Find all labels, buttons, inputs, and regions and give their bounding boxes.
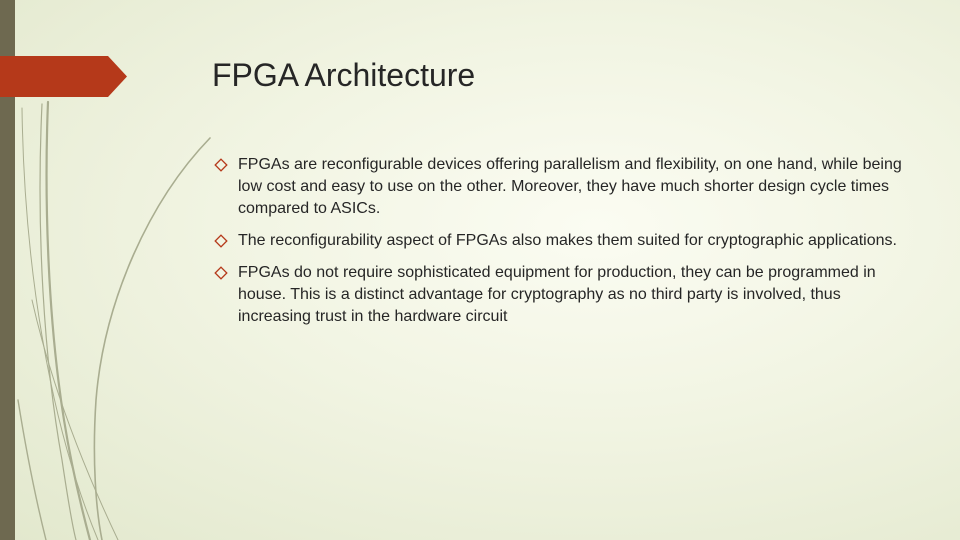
bullet-text: FPGAs do not require sophisticated equipment for production, they can be programmed in house. This is a distinct advantage for cryptography as no third party is involved, thus increasing trust in the hardware circuit [238, 264, 876, 325]
bullet-item [214, 230, 904, 252]
bullet-item [214, 262, 904, 328]
diamond-outline-icon [214, 158, 228, 172]
diamond-outline-icon [214, 234, 228, 248]
diamond-outline-icon [214, 266, 228, 280]
bullet-text: FPGAs are reconfigurable devices offering parallelism and flexibility, on one hand, while being low cost and easy to use on the other. Moreover, they have much shorter design cycle times compared to ASICs. [238, 156, 902, 217]
bullet-list [214, 154, 904, 338]
title-accent-marker [0, 56, 127, 97]
slide-title: FPGA Architecture [212, 57, 476, 93]
bullet-item [214, 154, 904, 220]
bullet-text: The reconfigurability aspect of FPGAs also makes them suited for cryptographic applications. [238, 232, 897, 249]
